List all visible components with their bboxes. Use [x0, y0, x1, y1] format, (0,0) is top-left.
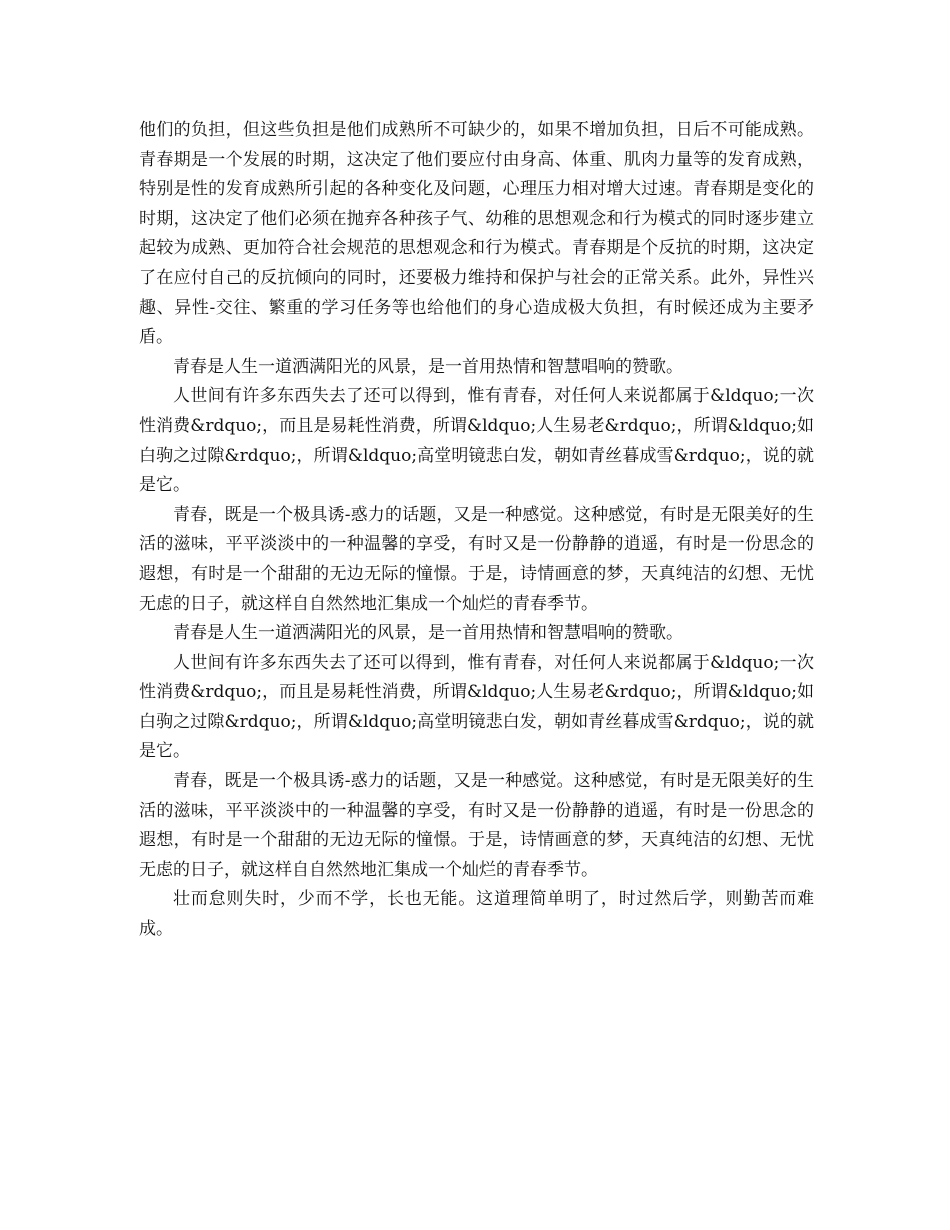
paragraph-study-while-young: 壮而怠则失时，少而不学，长也无能。这道理简单明了，时过然后学，则勤苦而难成。: [139, 889, 814, 940]
paragraph-continuation: 他们的负担，但这些负担是他们成熟所不可缺少的，如果不增加负担，日后不可能成熟。青春期是一个发展的时期，这决定了他们要应付由身高、体重、肌肉力量等的发育成熟，特别是性的发育成熟所引起的各种变化及问题，心理压力相对增大过速。青春期是变化的时期，这决定了他们必须在抛弃各种孩子气、幼稚的思想观念和行为模式的同时逐步建立起较为成熟、更加符合社会规范的思想观念和行为模式。青春期是个反抗的时期，这决定了在应付自己的反抗倾向的同时，还要极力维持和保护与社会的正常关系。此外，异性兴趣、异性-交往、繁重的学习任务等也给他们的身心造成极大负担，有时候还成为主要矛盾。: [139, 120, 814, 348]
paragraph-one-time-consumption: 人世间有许多东西失去了还可以得到，惟有青春，对任何人来说都属于&ldquo;一次性消费&rdquo;，而且是易耗性消费，所谓&ldquo;人生易老&rdquo;，所谓&ldquo;如白驹之过隙&rdquo;，所谓&ldquo;高堂明镜悲白发，朝如青丝暮成雪&rdquo;，说的就是它。: [139, 386, 814, 496]
paragraph-youth-feeling: 青春，既是一个极具诱-惑力的话题，又是一种感觉。这种感觉，有时是无限美好的生活的滋味，平平淡淡中的一种温馨的享受，有时又是一份静静的逍遥，有时是一份思念的遐想，有时是一个甜甜的无边无际的憧憬。于是，诗情画意的梦，天真纯洁的幻想、无忧无虑的日子，就这样自自然然地汇集成一个灿烂的青春季节。: [139, 504, 814, 614]
paragraph-youth-feeling-repeat: 青春，既是一个极具诱-惑力的话题，又是一种感觉。这种感觉，有时是无限美好的生活的滋味，平平淡淡中的一种温馨的享受，有时又是一份静静的逍遥，有时是一份思念的遐想，有时是一个甜甜的无边无际的憧憬。于是，诗情画意的梦，天真纯洁的幻想、无忧无虑的日子，就这样自自然然地汇集成一个灿烂的青春季节。: [139, 771, 814, 880]
paragraph-sunshine-landscape-repeat: 青春是人生一道洒满阳光的风景，是一首用热情和智慧唱响的赞歌。: [173, 623, 683, 644]
paragraph-one-time-consumption-repeat: 人世间有许多东西失去了还可以得到，惟有青春，对任何人来说都属于&ldquo;一次性消费&rdquo;，而且是易耗性消费，所谓&ldquo;人生易老&rdquo;，所谓&ldquo;如白驹之过隙&rdquo;，所谓&ldquo;高堂明镜悲白发，朝如青丝暮成雪&rdquo;，说的就是它。: [139, 652, 814, 762]
document-body: [139, 116, 814, 945]
paragraph-sunshine-landscape: 青春是人生一道洒满阳光的风景，是一首用热情和智慧唱响的赞歌。: [173, 356, 683, 377]
